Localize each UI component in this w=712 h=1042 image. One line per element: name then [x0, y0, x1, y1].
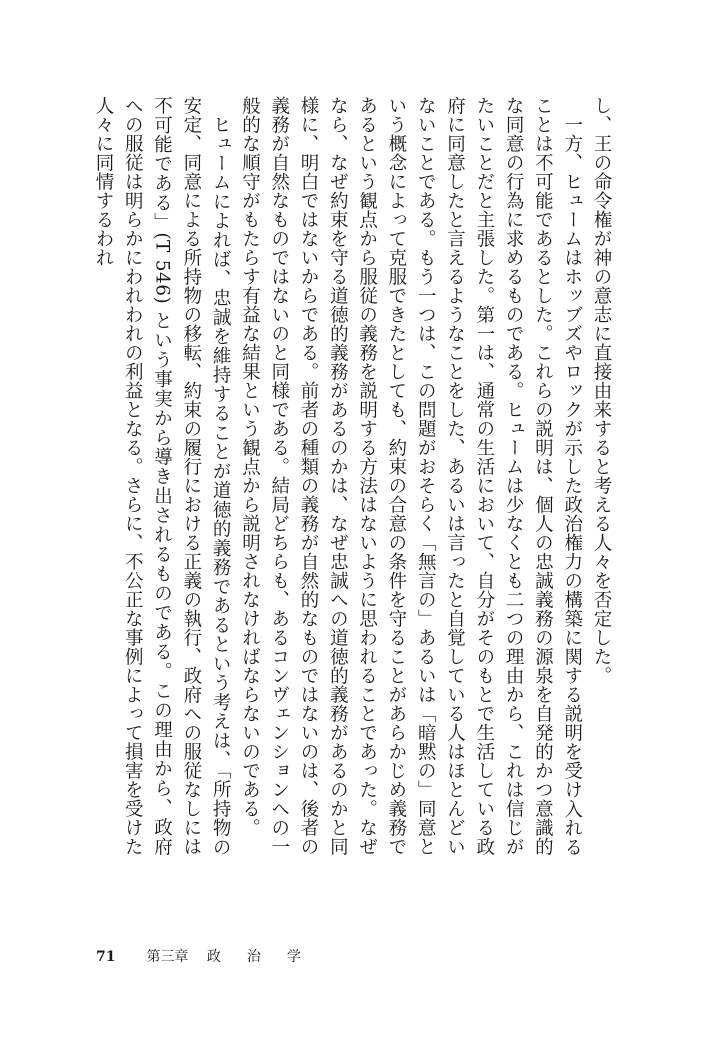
- paragraph: ヒュームによれば、忠誠を維持することが道徳的義務であるという考えは、「所持物の安定、同意による所持物の移転、約束の履行における正義の執行、政府への服従なしには不可能である」(T 546) という事実から導き出されるものである。この理由から、政府への服従は明らかにわれわれの利益となる。さらに、不公正な事例によって損害を受けた人々に同情するわれ: [92, 96, 232, 856]
- paragraph: 一方、ヒュームはホッブズやロックが示した政治権力の構築に関する説明を受け入れることは不可能であるとした。これらの説明は、個人の忠誠義務の源泉を自発的かつ意識的な同意の行為に求めるものである。ヒュームは少なくとも二つの理由から、これは信じがたいことだと主張した。第一は、通常の生活において、自分がそのもとで生活している政府に同意したと言えるようなことをした、あるいは言ったと自覚している人はほとんどいないことである。もう一つは、この問題がおそらく「無言の」あるいは「暗黙の」同意という概念によって克服できたとしても、約束の合意の条件を守ることがあらかじめ義務であるという観点から服従の義務を説明する方法はないように思われることであった。なぜなら、なぜ約束を守る道徳的義務があるのかは、なぜ忠誠への道徳的義務があるのかと同様に、明白ではないからである。前者の種類の義務が自然的なものではないのは、後者の義務が自然なものではないのと同様である。結局どちらも、あるコンヴェンションへの一般的な順守がもたらす有益な結果という観点から説明されなければならないのである。: [239, 96, 583, 857]
- page-footer: [96, 946, 327, 966]
- page-number: 71: [96, 949, 116, 965]
- paragraph-continued: し、王の命令権が神の意志に直接由来すると考える人々を否定した。: [591, 96, 612, 685]
- chapter-title: 政治学: [206, 949, 327, 965]
- chapter-label: 第三章: [146, 949, 189, 965]
- body-text: [92, 96, 616, 857]
